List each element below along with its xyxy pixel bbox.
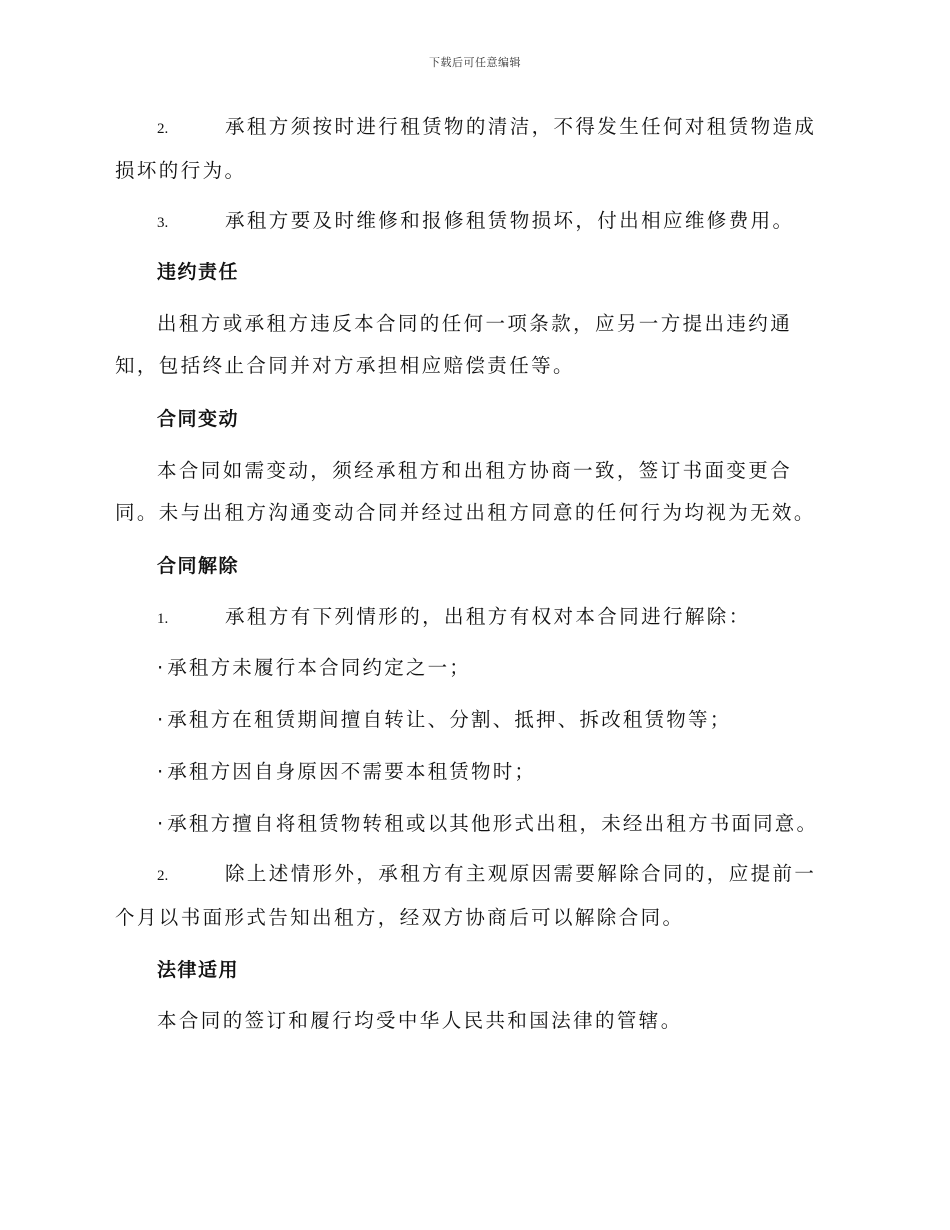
change-paragraph: 本合同如需变动，须经承租方和出租方协商一致，签订书面变更合同。未与出租方沟通变动合同并经过出租方同意的任何行为均视为无效。 [115, 459, 816, 524]
clause-number: 1. [157, 611, 169, 627]
clause-text: 承租方要及时维修和报修租赁物损坏，付出相应维修费用。 [225, 209, 795, 232]
bullet-dot: · [157, 812, 164, 835]
section-heading-change: 合同变动 [157, 408, 240, 430]
clause-item-2 [115, 106, 835, 192]
bullet-text: 承租方因自身原因不需要本租赁物时； [167, 760, 537, 783]
bullet-dot: · [157, 656, 164, 679]
bullet-item [157, 757, 857, 787]
bullet-text: 承租方未履行本合同约定之一； [167, 656, 472, 679]
section-heading-breach: 违约责任 [157, 261, 240, 283]
clause-number: 2. [157, 868, 169, 884]
termination-item-1 [115, 596, 835, 640]
section-heading-termination: 合同解除 [157, 555, 240, 577]
clause-number: 2. [157, 121, 169, 137]
section-heading-law: 法律适用 [157, 959, 240, 981]
bullet-text: 承租方擅自将租赁物转租或以其他形式出租，未经出租方书面同意。 [167, 812, 819, 835]
clause-text: 承租方须按时进行租赁物的清洁，不得发生任何对租赁物造成损坏的行为。 [115, 115, 817, 182]
termination-item-2 [115, 853, 835, 939]
clause-text: 承租方有下列情形的，出租方有权对本合同进行解除： [225, 605, 751, 628]
clause-text: 除上述情形外，承租方有主观原因需要解除合同的，应提前一个月以书面形式告知出租方，经双方协商后可以解除合同。 [115, 862, 817, 929]
page-header: 下载后可任意编辑 [429, 56, 521, 69]
bullet-dot: · [157, 760, 164, 783]
law-paragraph: 本合同的签订和履行均受中华人民共和国法律的管辖。 [157, 1009, 683, 1032]
bullet-text: 承租方在租赁期间擅自转让、分割、抵押、拆改租赁物等； [167, 708, 732, 731]
bullet-item [157, 809, 857, 839]
bullet-item [157, 653, 857, 683]
bullet-item [157, 705, 857, 735]
clause-item-3 [115, 200, 835, 244]
clause-number: 3. [157, 215, 169, 231]
breach-paragraph: 出租方或承租方违反本合同的任何一项条款，应另一方提出违约通知，包括终止合同并对方承担相应赔偿责任等。 [115, 312, 793, 377]
bullet-dot: · [157, 708, 164, 731]
